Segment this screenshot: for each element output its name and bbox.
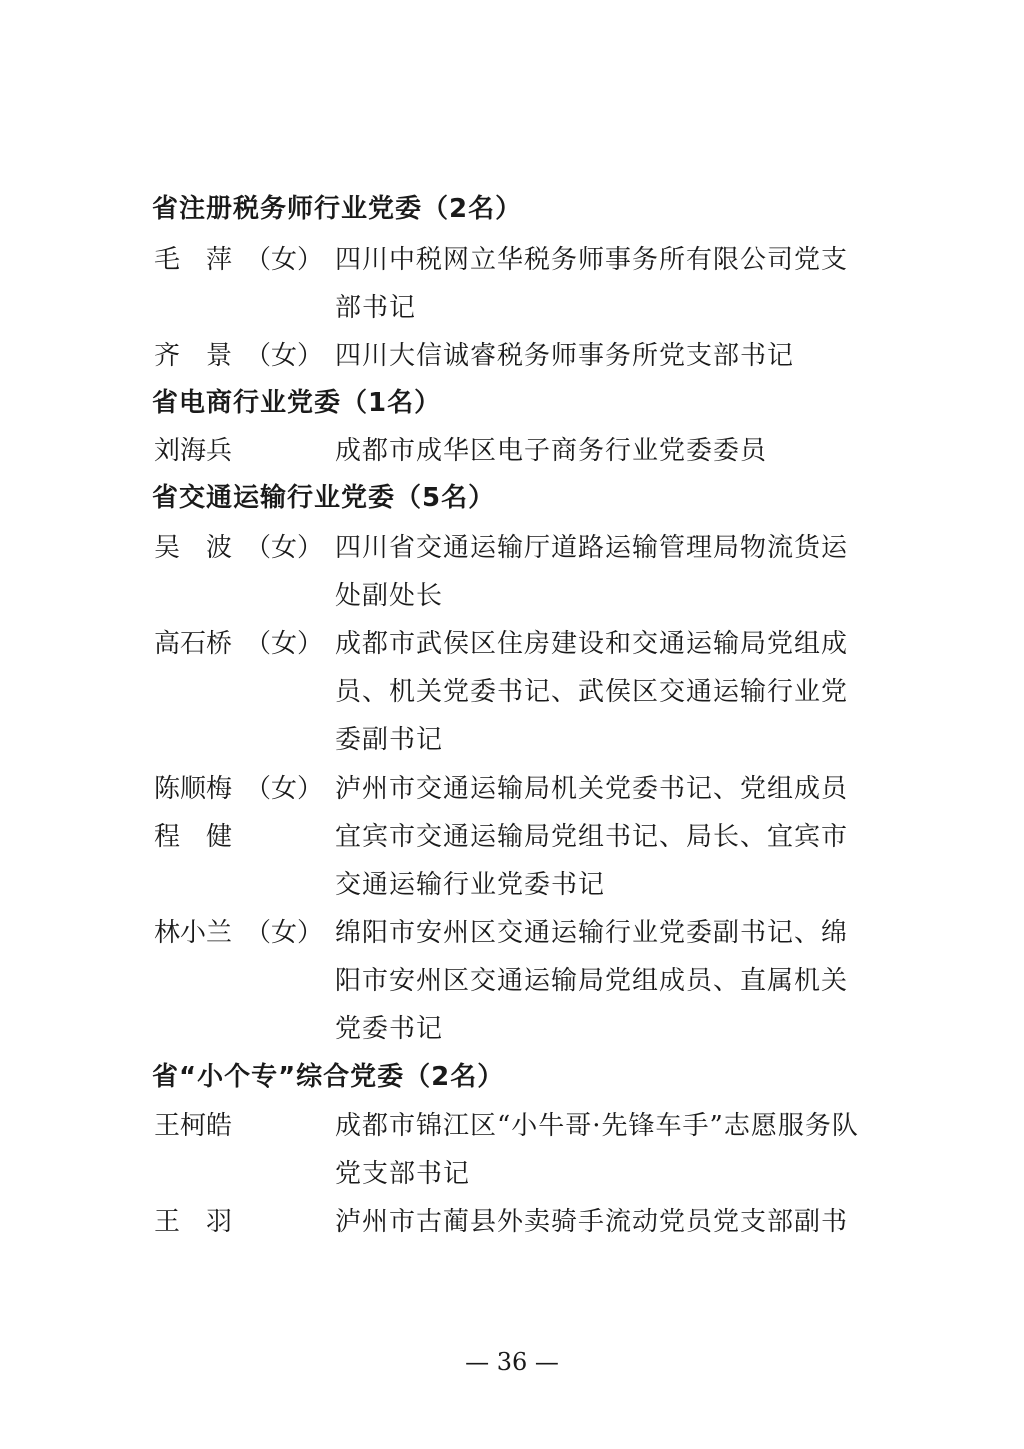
person-name: 林小兰 [154,918,233,948]
person-name: 高石桥 [154,629,233,659]
position-description [335,765,875,813]
position-description [335,620,875,764]
description-line: 部书记 [335,293,417,323]
gender-tag: （女） [245,629,324,659]
description-line: 交通运输行业党委书记 [335,870,606,900]
description-line: 党委书记 [335,1014,444,1044]
description-line: 处副处长 [335,581,444,611]
person-name: 刘海兵 [154,436,233,466]
position-description [335,236,875,332]
description-line: 成都市锦江区“小牛哥·先锋车手”志愿服务队 [335,1111,859,1141]
section-heading: 省交通运输行业党委（5名） [152,483,496,513]
person-name: 陈顺梅 [154,774,233,804]
position-description [335,909,875,1053]
position-description [335,427,875,475]
gender-tag: （女） [245,774,324,804]
position-description [335,524,875,620]
gender-tag: （女） [245,918,324,948]
section-heading: 省“小个专”综合党委（2名） [152,1062,505,1092]
position-description [335,1198,875,1246]
description-line: 宜宾市交通运输局党组书记、局长、宜宾市 [335,822,849,852]
description-line: 泸州市交通运输局机关党委书记、党组成员 [335,774,849,804]
person-name: 齐 景 [154,341,233,371]
person-name: 毛 萍 [154,245,233,275]
position-description [335,332,875,380]
description-line: 委副书记 [335,725,444,755]
description-line: 党支部书记 [335,1159,471,1189]
person-name: 王 羽 [154,1207,233,1237]
gender-tag: （女） [245,533,324,563]
gender-tag: （女） [245,341,324,371]
section-heading: 省注册税务师行业党委（2名） [152,194,523,224]
description-line: 绵阳市安州区交通运输行业党委副书记、绵 [335,918,849,948]
description-line: 四川中税网立华税务师事务所有限公司党支 [335,245,849,275]
page-number: — 36 — [465,1348,559,1376]
description-line: 成都市成华区电子商务行业党委委员 [335,436,768,466]
description-line: 员、机关党委书记、武侯区交通运输行业党 [335,677,849,707]
person-name: 吴 波 [154,533,233,563]
description-line: 四川大信诚睿税务师事务所党支部书记 [335,341,795,371]
description-line: 四川省交通运输厅道路运输管理局物流货运 [335,533,849,563]
position-description [335,813,875,909]
description-line: 阳市安州区交通运输局党组成员、直属机关 [335,966,849,996]
position-description [335,1102,875,1198]
person-name: 王柯皓 [154,1111,233,1141]
person-name: 程 健 [154,822,233,852]
gender-tag: （女） [245,245,324,275]
section-heading: 省电商行业党委（1名） [152,388,442,418]
description-line: 成都市武侯区住房建设和交通运输局党组成 [335,629,849,659]
description-line: 泸州市古蔺县外卖骑手流动党员党支部副书 [335,1207,849,1237]
